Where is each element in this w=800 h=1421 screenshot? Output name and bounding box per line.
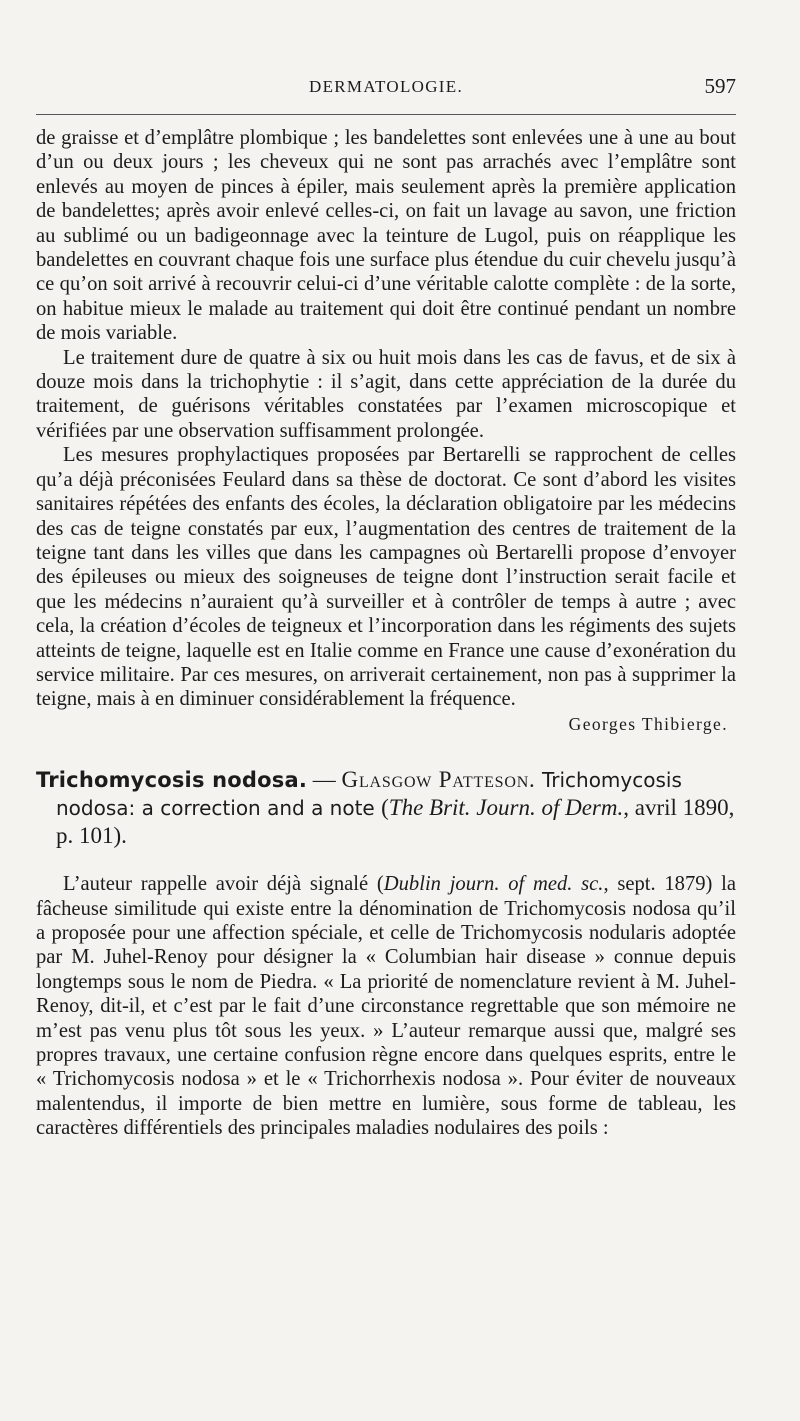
reference-journal: The Brit. Journ. of Derm. <box>388 795 624 821</box>
running-head <box>36 74 736 100</box>
page-number: 597 <box>704 74 736 98</box>
page-body <box>36 126 736 1141</box>
paragraph-continued: de graisse et d’emplâtre plombique ; les bandelettes sont enlevées une à une au bout d’un ou deux jours ; les cheveux qui ne sont pas arrachés avec l’emplâtre sont enlevés au moyen de pinces à épiler, mais seulement après la première application de bandelettes; après avoir enlevé celles-ci, on fait un lavage au savon, une friction au sublimé ou un badigeonnage avec la teinture de Lugol, puis on réapplique les bandelettes en couvrant chaque fois une surface plus étendue du cuir chevelu jusqu’à ce qu’on soit arrivé à recouvrir celui-ci d’une véritable calotte complète : de la sorte, on habitue mieux le malade au traitement qui doit être continué pendant un nombre de mois variable. <box>36 127 736 345</box>
paragraph-prophylaxis: Les mesures prophylactiques proposées par Bertarelli se rapprochent de celles qu’a déjà préconisées Feulard dans sa thèse de doctorat. Ce sont d’abord les visites sanitaires répétées des enfants des écoles, la déclaration obligatoire par les médecins des cas de teigne constatés par eux, l’augmentation des centres de traitement de la teigne tant dans les villes que dans les campagnes où Bertarelli propose d’envoyer des épileuses ou mieux des soigneuses de teigne dont l’instruction serait facile et que les médecins n’auraient qu’à surveiller et à contrôler de temps à autre ; avec cela, la création d’écoles de teigneux et l’incorporation dans les régiments des sujets atteints de teigne, laquelle est en Italie comme en France une cause d’exonération du service militaire. Par ces mesures, on arriverait certainement, non pas à supprimer la teigne, mais à en diminuer considérablement la fréquence. <box>36 444 736 711</box>
reference-details: , avril 1890, p. 101). <box>56 795 735 849</box>
article-title: Trichomycosis nodosa. <box>36 768 308 793</box>
article-heading <box>36 766 736 850</box>
author-signature: Georges Thibierge. <box>568 713 728 734</box>
article-subtitle: Trichomycosis nodosa: a correction and a note <box>56 768 682 821</box>
heading-dash: — <box>307 767 342 793</box>
running-title: DERMATOLOGIE. <box>309 77 463 96</box>
abstract-journal: Dublin journ. of med. sc. <box>383 873 604 896</box>
abstract-start: L’auteur rappelle avoir déjà signalé ( <box>63 873 384 896</box>
reference-open: ( <box>381 795 389 821</box>
article-author: Glasgow Patteson. <box>341 767 536 793</box>
paragraph-treatment-duration: Le traitement dure de quatre à six ou huit mois dans les cas de favus, et de six à douze mois dans la trichophytie : il s’agit, dans cette appréciation de la durée du traitement, de guérisons véritables constatées par l’examen microscopique et vérifiées par une observation suffisamment prolongée. <box>36 346 736 442</box>
abstract-paragraph <box>36 872 736 1140</box>
abstract-text: , sept. 1879) la fâcheuse similitude qui existe entre la dénomination de Trichomycosis nodosa qu’il a proposée pour une affection spéciale, et celle de Trichomycosis nodularis adoptée par M. Juhel-Renoy pour désigner la « Columbian hair disease » connue depuis longtemps sous le nom de Piedra. « La priorité de nomenclature revient à M. Juhel-Renoy, dit-il, et c’est par le fait d’une circonstance regrettable que son mémoire ne m’est pas venu plus tôt sous les yeux. » L’auteur remarque aussi que, malgré ses propres travaux, une certaine confusion règne encore dans quelques esprits, entre le « Trichomycosis nodosa » et le « Trichorrhexis nodosa ». Pour éviter de nouveaux malentendus, il importe de bien mettre en lumière, sous forme de tableau, les caractères différentiels des principales maladies nodulaires des poils : <box>36 873 736 1140</box>
header-rule <box>36 114 736 115</box>
